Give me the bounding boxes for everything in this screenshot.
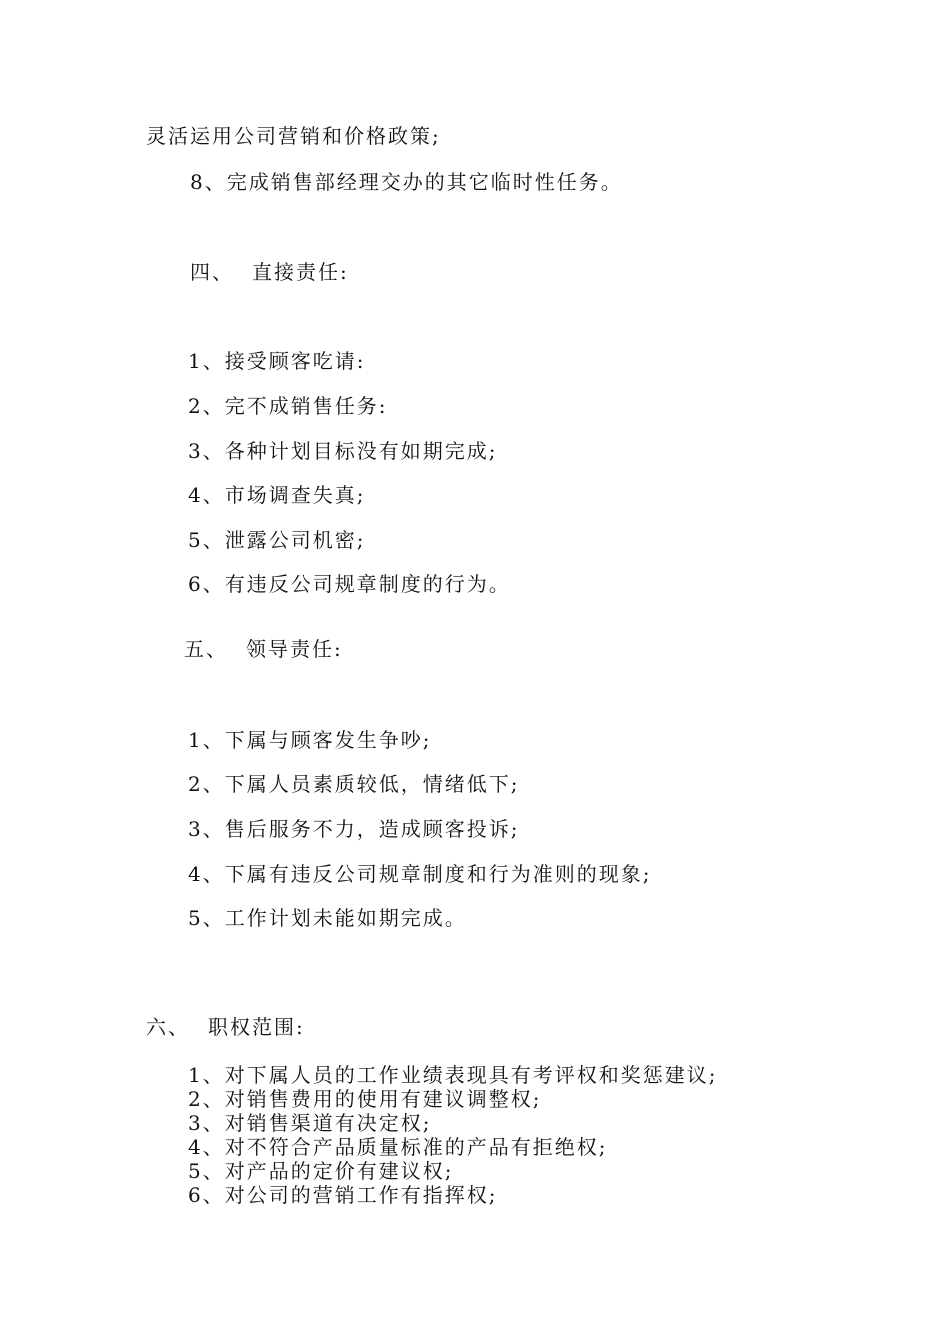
list-item: 2、完不成销售任务: (188, 394, 388, 418)
section-heading-authority-scope (146, 1013, 305, 1041)
section-title: 职权范围: (208, 1015, 305, 1039)
section-title: 直接责任: (252, 260, 349, 284)
list-item: 4、对不符合产品质量标准的产品有拒绝权; (188, 1135, 608, 1159)
list-item: 6、对公司的营销工作有指挥权; (188, 1183, 498, 1207)
list-item: 4、下属有违反公司规章制度和行为准则的现象; (188, 862, 652, 886)
list-item: 1、接受顾客吃请: (188, 349, 366, 373)
section-number: 四、 (190, 260, 234, 284)
list-item: 5、对产品的定价有建议权; (188, 1159, 454, 1183)
list-item: 5、工作计划未能如期完成。 (188, 906, 467, 930)
list-item: 3、各种计划目标没有如期完成; (188, 439, 498, 463)
paragraph-continuation: 灵活运用公司营销和价格政策; (146, 124, 441, 148)
section-number: 五、 (184, 637, 228, 661)
section-number: 六、 (146, 1015, 190, 1039)
list-item: 4、市场调查失真; (188, 483, 366, 507)
list-item: 1、下属与顾客发生争吵; (188, 728, 432, 752)
list-item: 2、对销售费用的使用有建议调整权; (188, 1087, 542, 1111)
section-heading-leadership-responsibility (184, 635, 343, 663)
section-title: 领导责任: (246, 637, 343, 661)
section-heading-direct-responsibility (190, 258, 349, 286)
list-item: 2、下属人员素质较低，情绪低下; (188, 772, 520, 796)
list-item: 8、完成销售部经理交办的其它临时性任务。 (190, 170, 623, 194)
list-item: 3、对销售渠道有决定权; (188, 1111, 432, 1135)
list-item: 3、售后服务不力，造成顾客投诉; (188, 817, 520, 841)
list-item: 6、有违反公司规章制度的行为。 (188, 572, 511, 596)
list-item: 1、对下属人员的工作业绩表现具有考评权和奖惩建议; (188, 1063, 718, 1087)
list-item: 5、泄露公司机密; (188, 528, 366, 552)
